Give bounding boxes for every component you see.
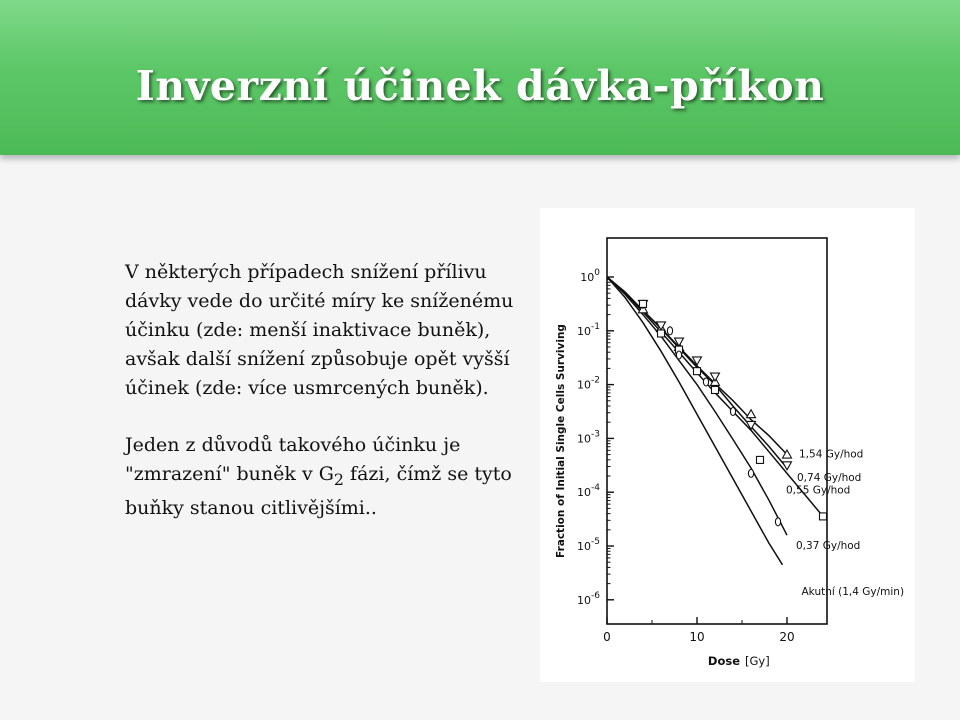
marker-square <box>640 300 647 307</box>
x-axis-unit: [Gy] <box>745 654 770 668</box>
series-label: 0,74 Gy/hod <box>797 471 862 484</box>
g2-subscript: 2 <box>333 469 344 489</box>
marker-square <box>658 330 665 337</box>
chart-series-labels <box>786 449 904 598</box>
series-curve <box>607 277 787 535</box>
marker-circle <box>676 351 681 359</box>
series-label: 0,55 Gy/hod <box>786 484 851 497</box>
marker-triangle-up <box>747 410 756 418</box>
marker-square <box>712 386 719 393</box>
marker-triangle-down <box>747 421 756 429</box>
series-label: 1,54 Gy/hod <box>799 448 864 461</box>
x-axis-label: Dose <box>707 654 740 668</box>
marker-circle <box>667 327 672 335</box>
y-axis-label: Fraction of Initial Single Cells Surviving <box>555 324 567 558</box>
paragraph-rate-effect: V některých případech snížení přílivu dávky vede do určité míry ke sníženému účinku (zde: menší inaktivace buněk), avšak další snížení způsobuje opět vyšší účinek (zde: více usmrcených buněk). <box>125 261 514 399</box>
paragraph-g2-phase <box>125 431 520 523</box>
marker-square <box>820 513 827 520</box>
marker-circle <box>703 378 708 386</box>
x-tick-label: 20 <box>779 630 795 644</box>
plot-frame <box>607 238 827 624</box>
series-label: 0,37 Gy/hod <box>796 540 861 553</box>
y-tick-label: $10^{-1}$ <box>577 321 600 338</box>
survival-chart <box>540 208 915 682</box>
y-tick-label: $10^{-5}$ <box>577 537 600 553</box>
paragraph-g2-end: fázi, čímž se tyto buňky stanou citlivějšími.. <box>125 463 512 519</box>
marker-square <box>757 456 764 463</box>
marker-circle <box>748 469 753 477</box>
marker-square <box>694 368 701 375</box>
x-tick-label: 0 <box>603 630 611 644</box>
chart-axes <box>607 238 827 624</box>
x-tick-label: 10 <box>689 630 705 644</box>
y-tick-label: $10^{-4}$ <box>577 483 600 500</box>
survival-chart-panel <box>540 208 915 682</box>
slide-body <box>125 258 520 551</box>
marker-circle <box>775 518 780 526</box>
chart-curves <box>607 277 823 565</box>
series-label: Akutní (1,4 Gy/min) <box>801 585 905 598</box>
paragraph-g2-start: Jeden z důvodů takového účinku je "zmrazení" buněk v G <box>125 434 461 485</box>
y-tick-label: $10^0$ <box>580 268 600 284</box>
y-tick-label: $10^{-6}$ <box>577 590 600 607</box>
y-tick-label: $10^{-3}$ <box>577 429 600 446</box>
slide-title: Inverzní účinek dávka-příkon <box>135 62 825 110</box>
marker-circle <box>730 408 735 416</box>
y-tick-label: $10^{-2}$ <box>577 375 600 392</box>
